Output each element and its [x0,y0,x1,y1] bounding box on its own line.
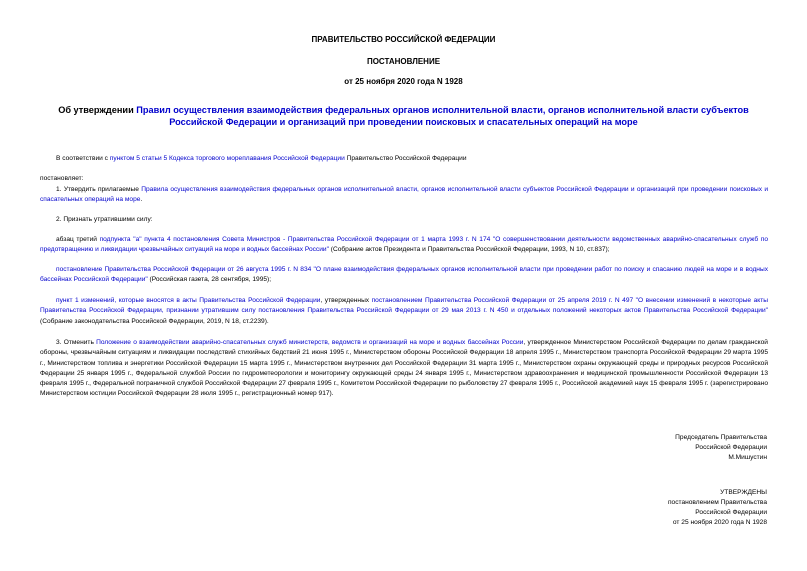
signature-country: Российской Федерации [695,444,767,451]
title-link[interactable]: Правил осуществления взаимодействия федеральных органов исполнительной власти, органов исполнительной власти субъектов Российской Федерации и организаций при проведении поисковых и спасательных операций на море [136,105,749,127]
preamble-text-2: Правительство Российской Федерации [344,155,467,162]
clause-c-text: , утвержденных [320,297,372,304]
approval-heading: УТВЕРЖДЕНЫ [720,489,767,496]
clause-a-source: (Собрание актов Президента и Правительства Российской Федерации, 1993, N 10, ст.837); [328,246,610,254]
item-1 [40,185,768,206]
clause-c-source: (Собрание законодательства Российской Федерации, 2019, N 18, ст.2239). [40,317,269,325]
clause-c-link-2[interactable]: постановлением Правительства Российской Федерации от 25 апреля 2019 г. N 497 "О внесении изменений в некоторые акты Правительства Российской Федерации, признании утратившим силу постановления Правительства Российской Федерации от 29 мая 2013 г. N 450 и отдельных положений некоторых актов Правительства Российской Федерации" [40,297,768,315]
item-3 [40,338,768,400]
title-prefix: Об утверждении [58,105,137,115]
kodeks-link[interactable]: пунктом 5 статьи 5 Кодекса торгового мореплавания Российской Федерации [109,155,345,162]
approval-line-3: Российской Федерации [695,509,767,516]
document-date-number: от 25 ноября 2020 года N 1928 [344,77,463,86]
item-2-clause-c [40,296,768,327]
approval-date: от 25 ноября 2020 года N 1928 [672,519,767,526]
approval-line-2: постановлением Правительства [667,499,767,506]
item-3-text: 3. Отменить [56,339,97,346]
rules-link[interactable]: Правила осуществления взаимодействия федеральных органов исполнительной власти, органов исполнительной власти субъектов Российской Федерации и организаций при проведении поисковых и спасательных операций на море [40,186,769,204]
clause-c-link-1[interactable]: пункт 1 изменений, которые вносятся в акты Правительства Российской Федерации [56,297,321,304]
item-2-clause-a [40,235,768,256]
item-1-text: 1. Утвердить прилагаемые [56,186,142,193]
resolves-line: постановляет: [40,175,84,182]
item-2: 2. Признать утратившими силу: [56,216,153,223]
preamble [40,154,768,164]
preamble-text-1: В соответствии с [56,155,110,162]
polozhenie-link[interactable]: Положение о взаимодействии аварийно-спасательных служб министерств, ведомств и организаций на море и водных бассейнах России [96,339,524,346]
clause-b-link[interactable]: постановление Правительства Российской Федерации от 26 августа 1995 г. N 834 "О плане взаимодействия федеральных органов исполнительной власти при проведении работ по поиску и спасанию людей на море и в водных бассейнах Российской Федерации" [40,266,768,284]
approval-block [668,488,767,528]
signature-name: М.Мишустин [728,454,767,461]
item-1-end: . [140,196,143,204]
signature-position: Председатель Правительства [675,434,767,441]
signature-block [675,433,767,463]
issuer-heading: ПРАВИТЕЛЬСТВО РОССИЙСКОЙ ФЕДЕРАЦИИ [311,35,496,44]
item-3-body: , утвержденное Министерством Российской Федерации по делам гражданской обороны, чрезвычайным ситуациям и ликвидации последствий стихийных бедствий 21 июня 1995 г., Министерством обороны Российской Федерации 18 апреля 1995 г., Министерством транспорта Российской Федерации 29 марта 1995 г., Министерством топлива и энергетики Российской Федерации 15 марта 1995 г., Министерством внутренних дел Российской Федерации 31 марта 1995 г., Министерством охраны окружающей среды и природных ресурсов Российской Федерации 25 января 1995 г., Федеральной службой России по гидрометеорологии и мониторингу окружающей среды 24 января 1995 г., Министерством здравоохранения и медицинской промышленности Российской Федерации 13 февраля 1995 г., Федеральной пограничной службой Российской Федерации 27 февраля 1995 г., Комитетом Российской Федерации по рыболовству 27 февраля 1995 г., Российской академией наук 15 февраля 1995 г. (зарегистрировано Министерством юстиции Российской Федерации 28 июля 1995 г., регистрационный номер 917). [40,339,768,398]
clause-a-link[interactable]: подпункта "а" пункта 4 постановления Совета Министров - Правительства Российской Федерации от 1 марта 1993 г. N 174 "О совершенствовании деятельности ведомственных аварийно-спасательных служб по предотвращению и ликвидации чрезвычайных ситуаций на море и водных бассейнах России" [40,236,768,254]
document-title [40,104,767,128]
document-type: ПОСТАНОВЛЕНИЕ [366,57,441,66]
clause-a-text: абзац третий [56,236,100,243]
clause-b-source: (Российская газета, 28 сентября, 1995); [147,276,272,284]
item-2-clause-b [40,265,768,286]
